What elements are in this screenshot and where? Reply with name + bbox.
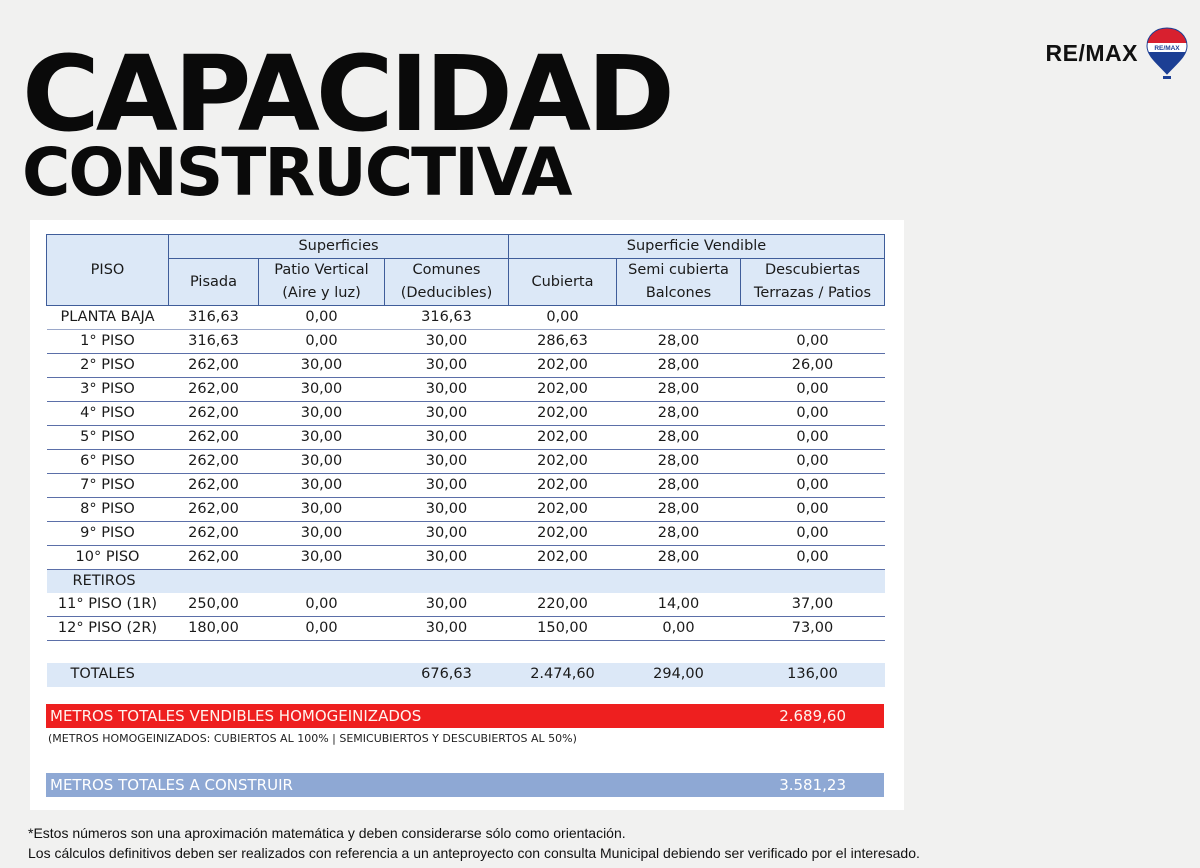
- table-row: 4° PISO 262,00 30,00 30,00 202,00 28,00 0,00: [47, 402, 885, 426]
- brand: [1046, 26, 1188, 80]
- total-descubiertas: 136,00: [741, 663, 885, 687]
- table-row: 10° PISO 262,00 30,00 30,00 202,00 28,00 0,00: [47, 546, 885, 570]
- totals-label: TOTALES: [47, 663, 169, 687]
- page-title: CAPACIDAD: [22, 33, 671, 155]
- disclaimer-line-1: *Estos números son una aproximación matemática y deben considerarse sólo como orientación.: [28, 825, 626, 841]
- table-row: 1° PISO 316,63 0,00 30,00 286,63 28,00 0,00: [47, 330, 885, 354]
- construir-value: 3.581,23: [779, 776, 846, 794]
- table-row: PLANTA BAJA 316,63 0,00 316,63 0,00: [47, 306, 885, 330]
- group-superficies: Superficies: [169, 235, 509, 259]
- col-pisada: Pisada: [169, 259, 259, 306]
- col-semi-cubierta: Semi cubierta Balcones: [617, 259, 741, 306]
- homogeneized-note: (METROS HOMOGEINIZADOS: CUBIERTOS AL 100% | SEMICUBIERTOS Y DESCUBIERTOS AL 50%): [48, 732, 577, 745]
- totals-row: [47, 663, 885, 687]
- retiros-section-row: [47, 570, 885, 594]
- total-comunes: 676,63: [385, 663, 509, 687]
- table-row: 2° PISO 262,00 30,00 30,00 202,00 28,00 26,00: [47, 354, 885, 378]
- retiros-label: RETIROS: [47, 570, 169, 594]
- col-descubiertas: Descubiertas Terrazas / Patios: [741, 259, 885, 306]
- table-row: 8° PISO 262,00 30,00 30,00 202,00 28,00 0,00: [47, 498, 885, 522]
- total-cubierta: 2.474,60: [509, 663, 617, 687]
- table-row: 6° PISO 262,00 30,00 30,00 202,00 28,00 0,00: [47, 450, 885, 474]
- table-row: 12° PISO (2R) 180,00 0,00 30,00 150,00 0,00 73,00: [47, 617, 885, 641]
- construir-label: METROS TOTALES A CONSTRUIR: [50, 776, 293, 794]
- total-semi: 294,00: [617, 663, 741, 687]
- capacity-sheet: [30, 220, 904, 810]
- col-cubierta: Cubierta: [509, 259, 617, 306]
- construir-banner: [46, 773, 884, 797]
- table-row: 5° PISO 262,00 30,00 30,00 202,00 28,00 0,00: [47, 426, 885, 450]
- table-row: 11° PISO (1R) 250,00 0,00 30,00 220,00 14,00 37,00: [47, 593, 885, 617]
- capacity-table: [46, 234, 885, 687]
- col-piso: PISO: [47, 235, 169, 306]
- table-row: 3° PISO 262,00 30,00 30,00 202,00 28,00 0,00: [47, 378, 885, 402]
- table-row: 9° PISO 262,00 30,00 30,00 202,00 28,00 0,00: [47, 522, 885, 546]
- table-row: 7° PISO 262,00 30,00 30,00 202,00 28,00 0,00: [47, 474, 885, 498]
- col-comunes: Comunes (Deducibles): [385, 259, 509, 306]
- vendibles-banner: [46, 704, 884, 728]
- vendibles-label: METROS TOTALES VENDIBLES HOMOGEINIZADOS: [50, 707, 422, 725]
- page-subtitle: CONSTRUCTIVA: [22, 134, 571, 211]
- remax-balloon-logo: [1146, 26, 1188, 80]
- col-patio-vertical: Patio Vertical (Aire y luz): [259, 259, 385, 306]
- group-superficie-vendible: Superficie Vendible: [509, 235, 885, 259]
- disclaimer: [28, 823, 920, 863]
- svg-text:RE/MAX: RE/MAX: [1154, 45, 1180, 52]
- disclaimer-line-2: Los cálculos definitivos deben ser realizados con referencia a un anteproyecto con consulta Municipal debiendo ser verificado por el interesado.: [28, 845, 920, 861]
- vendibles-value: 2.689,60: [779, 707, 846, 725]
- brand-name: RE/MAX: [1045, 39, 1138, 66]
